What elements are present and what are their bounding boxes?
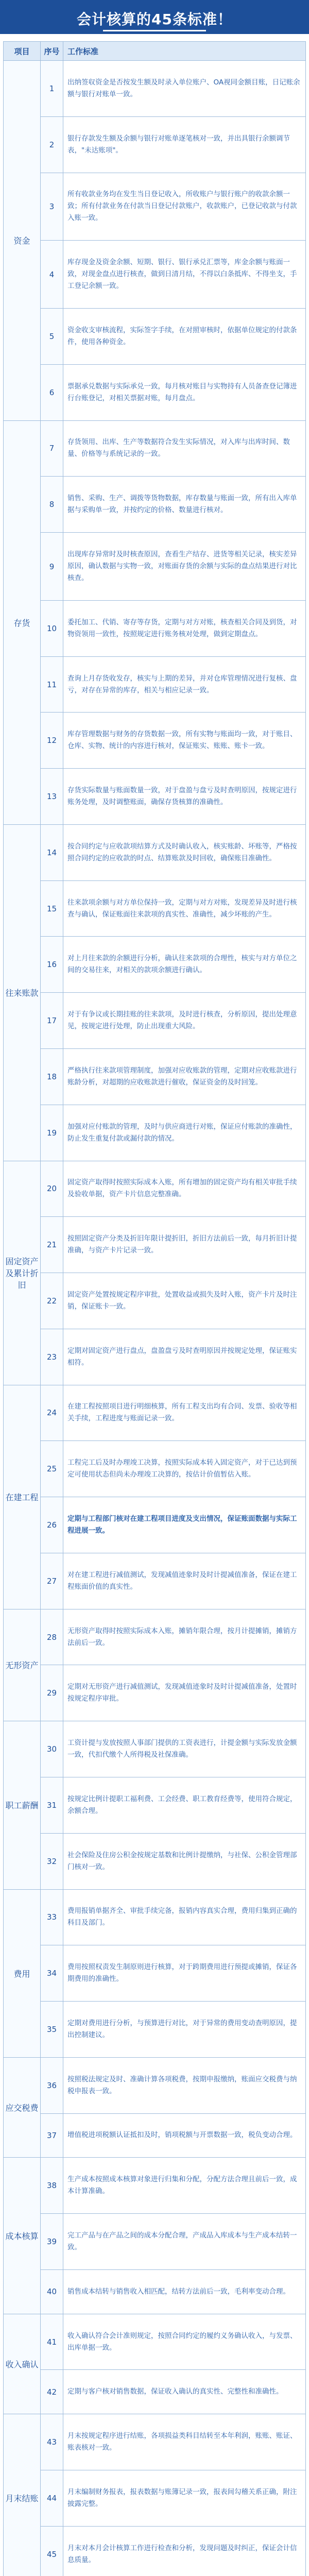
standard-cell: 无形资产取得时按照实际成本入账，摊销年限合理，按月计提摊销，摊销方法前后一致。 [63, 1609, 306, 1665]
table-row [4, 420, 306, 477]
seq-cell: 7 [41, 420, 63, 477]
category-cell: 往来账款 [4, 824, 41, 1161]
standard-cell: 对上月往来款的余额进行分析，确认往来款项的合理性，核实与对方单位之间的交易往来，对相关的款项余额进行确认。 [63, 937, 306, 993]
table-row [4, 1217, 306, 1273]
seq-cell: 25 [41, 1441, 63, 1497]
table-row [4, 2057, 306, 2113]
seq-cell: 1 [41, 61, 63, 117]
seq-cell: 8 [41, 477, 63, 533]
table-row [4, 61, 306, 117]
seq-cell: 42 [41, 2370, 63, 2414]
seq-cell: 19 [41, 1105, 63, 1161]
standard-cell: 收入确认符合会计准则规定，按照合同约定的履约义务确认收入，与发票、出库单据一致。 [63, 2314, 306, 2370]
standard-cell: 按合同约定与应收款项结算方式及时确认收入，核实账龄、坏账等，严格按照合同约定的应收款的时点、结算账款及时回收，确保账目准确性。 [63, 824, 306, 880]
table-row [4, 993, 306, 1049]
standard-cell: 存货领用、出库、生产等数据符合发生实际情况，对入库与出库时间、数量、价格等与系统记录的一致。 [63, 420, 306, 477]
category-cell: 费用 [4, 1889, 41, 2057]
seq-cell: 32 [41, 1833, 63, 1889]
table-row [4, 1889, 306, 1945]
seq-cell: 11 [41, 656, 63, 713]
seq-cell: 15 [41, 880, 63, 937]
category-cell: 资金 [4, 61, 41, 421]
seq-cell: 6 [41, 364, 63, 420]
seq-cell: 12 [41, 713, 63, 769]
standard-cell: 查询上月存货收发存，核实与上期的差异，并对仓库管理情况进行复核、盘亏，对存在异常的库存，相关与相应记录一致。 [63, 656, 306, 713]
standard-cell: 生产成本按照成本核算对象进行归集和分配，分配方法合理且前后一致，成本计算准确。 [63, 2158, 306, 2214]
standard-cell: 月末对本月会计核算工作进行检查和分析，发现问题及时纠正，保证会计信息质量。 [63, 2526, 306, 2576]
table-row [4, 2370, 306, 2414]
category-cell: 成本核算 [4, 2158, 41, 2314]
seq-cell: 24 [41, 1385, 63, 1441]
standard-cell: 工程完工后及时办理竣工决算，按照实际成本转入固定资产，对于已达到预定可使用状态但尚未办理竣工决算的，按估计价值暂估入账。 [63, 1441, 306, 1497]
standard-cell: 定期对无形资产进行减值测试，发现减值迹象时及时计提减值准备，处置时按规定程序审批。 [63, 1665, 306, 1721]
standard-cell: 往来款项余额与对方单位保持一致，定期与对方对账，发现差异及时进行核查与确认，保证账面往来款项的真实性、准确性，减少坏账的产生。 [63, 880, 306, 937]
seq-cell: 37 [41, 2113, 63, 2158]
standard-cell: 完工产品与在产品之间的成本分配合理，产成品入库成本与生产成本结转一致。 [63, 2214, 306, 2270]
standard-cell: 委托加工、代销、寄存等存货，定期与对方对账，核查相关合同及到货，对物资领用一致性，按照规定进行账务核对处理，做到定期盘点。 [63, 600, 306, 656]
standard-cell: 在建工程按照项目进行明细核算，所有工程支出均有合同、发票、验收等相关手续，工程进度与账面记录一致。 [63, 1385, 306, 1441]
table-row [4, 2158, 306, 2214]
standard-cell: 定期与客户核对销售数据，保证收入确认的真实性、完整性和准确性。 [63, 2370, 306, 2414]
seq-cell: 5 [41, 309, 63, 365]
table-body [4, 61, 306, 2576]
seq-cell: 36 [41, 2057, 63, 2113]
seq-cell: 17 [41, 993, 63, 1049]
standards-table [3, 41, 306, 2576]
category-cell: 应交税费 [4, 2057, 41, 2158]
standard-cell: 出纳签収资金是否按发生额及时录入单位账户、OA视同金额目账，日记账余额与银行对账单一致。 [63, 61, 306, 117]
standard-cell: 按照固定资产分类及折旧年限计提折旧，折旧方法前后一致，每月折旧计提准确，与资产卡片记录一致。 [63, 1217, 306, 1273]
seq-cell: 30 [41, 1721, 63, 1777]
standard-cell: 按照税法规定及时、准确计算各项税费，按期申报缴纳，账面应交税费与纳税申报表一致。 [63, 2057, 306, 2113]
table-row [4, 1329, 306, 1385]
seq-cell: 45 [41, 2526, 63, 2576]
table-row [4, 2314, 306, 2370]
table-row [4, 713, 306, 769]
seq-cell: 16 [41, 937, 63, 993]
seq-cell: 31 [41, 1777, 63, 1833]
standard-cell: 定期与工程部门核对在建工程项目进度及支出情况，保证账面数据与实际工程进展一致。 [63, 1497, 306, 1553]
seq-cell: 43 [41, 2414, 63, 2470]
standard-cell: 银行存款发生额及余额与银行对账单逐笔核对一致，并出具银行余额调节表，"未达账项"。 [63, 116, 306, 173]
table-row [4, 309, 306, 365]
header-standard: 工作标准 [63, 42, 306, 61]
seq-cell: 20 [41, 1161, 63, 1217]
table-header-row [4, 42, 306, 61]
category-cell: 收入确认 [4, 2314, 41, 2414]
standard-cell: 按规定比例计提职工福利费、工会经费、职工教育经费等，使用符合规定，余额合理。 [63, 1777, 306, 1833]
seq-cell: 9 [41, 533, 63, 601]
table-row [4, 241, 306, 309]
standard-cell: 固定资产处置按规定程序审批，处置收益或损失及时入账，资产卡片及时注销，保证账卡一致。 [63, 1273, 306, 1329]
standard-cell: 社会保险及住房公积金按规定基数和比例计提缴纳，与社保、公积金管理部门核对一致。 [63, 1833, 306, 1889]
standard-cell: 销售、采购、生产、调拨等货物数据，库存数量与账面一致，所有出入库单据与采购单一致，并按约定的价格、数量进行核对。 [63, 477, 306, 533]
table-row [4, 2414, 306, 2470]
seq-cell: 44 [41, 2470, 63, 2526]
seq-cell: 21 [41, 1217, 63, 1273]
seq-cell: 27 [41, 1553, 63, 1609]
table-row [4, 173, 306, 241]
table-row [4, 1833, 306, 1889]
seq-cell: 10 [41, 600, 63, 656]
seq-cell: 28 [41, 1609, 63, 1665]
seq-cell: 26 [41, 1497, 63, 1553]
seq-cell: 3 [41, 173, 63, 241]
table-row [4, 1105, 306, 1161]
table-row [4, 1497, 306, 1553]
seq-cell: 38 [41, 2158, 63, 2214]
standard-cell: 增值税进项税额认证抵扣及时，销项税额与开票数据一致，税负变动合理。 [63, 2113, 306, 2158]
standard-cell: 资金收支审核流程，实际签字手续，在对照审核时，依据单位规定的付款条件，使用各种资金。 [63, 309, 306, 365]
table-row [4, 2214, 306, 2270]
standard-cell: 月末编制财务报表，报表数据与账簿记录一致，报表间勾稽关系正确，附注披露完整。 [63, 2470, 306, 2526]
standard-cell: 加强对应付账款的管理，及时与供应商进行对账，保证应付账款的准确性，防止发生重复付款或漏付款的情况。 [63, 1105, 306, 1161]
table-row [4, 1385, 306, 1441]
seq-cell: 2 [41, 116, 63, 173]
standard-cell: 对于有争议或长期挂账的往来款项，及时进行核查，分析原因，提出处理意见，按规定进行处理，防止出现重大风险。 [63, 993, 306, 1049]
table-row [4, 600, 306, 656]
seq-cell: 22 [41, 1273, 63, 1329]
category-cell: 月末结账 [4, 2414, 41, 2576]
table-row [4, 937, 306, 993]
standard-cell: 固定资产取得时按照实际成本入账，所有增加的固定资产均有相关审批手续及验收单据，资产卡片信息完整准确。 [63, 1161, 306, 1217]
table-row [4, 1161, 306, 1217]
table-row [4, 1721, 306, 1777]
table-row [4, 656, 306, 713]
table-row [4, 1273, 306, 1329]
table-row [4, 1553, 306, 1609]
table-row [4, 2002, 306, 2058]
table-row [4, 2269, 306, 2314]
standard-cell: 工资计提与发放按照人事部门提供的工资表进行，计提金额与实际发放金额一致，代扣代缴个人所得税及社保准确。 [63, 1721, 306, 1777]
category-cell: 在建工程 [4, 1385, 41, 1609]
seq-cell: 18 [41, 1049, 63, 1105]
table-row [4, 116, 306, 173]
standard-cell: 定期对费用进行分析，与预算进行对比，对于异常的费用变动查明原因，提出控制建议。 [63, 2002, 306, 2058]
seq-cell: 29 [41, 1665, 63, 1721]
table-row [4, 2470, 306, 2526]
standard-cell: 费用报销单据齐全、审批手续完备，报销内容真实合理，费用归集到正确的科目及部门。 [63, 1889, 306, 1945]
standard-cell: 票据承兑数据与实际承兑一致，每月核对账目与实物持有人员备查登记簿进行台账登记，对相关票据对账，每月盘点。 [63, 364, 306, 420]
header-seq: 序号 [41, 42, 63, 61]
seq-cell: 33 [41, 1889, 63, 1945]
title-underline [103, 30, 206, 31]
table-row [4, 533, 306, 601]
table-row [4, 364, 306, 420]
seq-cell: 40 [41, 2269, 63, 2314]
standard-cell: 出现库存异常时及时核查原因，查看生产结存、进货等相关记录，核实差异原因，确认数据与实物一致，对账面存货的余额与实际的盘点结果进行对比核查。 [63, 533, 306, 601]
standard-cell: 销售成本结转与销售收入相匹配，结转方法前后一致，毛利率变动合理。 [63, 2269, 306, 2314]
seq-cell: 41 [41, 2314, 63, 2370]
header-project: 项目 [4, 42, 41, 61]
title-banner [0, 0, 309, 34]
seq-cell: 14 [41, 824, 63, 880]
seq-cell: 23 [41, 1329, 63, 1385]
category-cell: 职工薪酬 [4, 1721, 41, 1889]
seq-cell: 4 [41, 241, 63, 309]
table-row [4, 2526, 306, 2576]
seq-cell: 35 [41, 2002, 63, 2058]
table-row [4, 477, 306, 533]
category-cell: 固定资产及累计折旧 [4, 1161, 41, 1385]
table-row [4, 1665, 306, 1721]
standard-cell: 费用按照权责发生制原则进行核算，对于跨期费用进行预提或摊销，保证各期费用的准确性。 [63, 1945, 306, 2002]
table-row [4, 2113, 306, 2158]
standard-cell: 所有收款业务均在发生当日登记收入，所收账户与银行账户的收款余额一致；所有付款业务在付款当日登记付款账户，收款账户，已登记收款与付款入账一致。 [63, 173, 306, 241]
category-cell: 无形资产 [4, 1609, 41, 1721]
standard-cell: 库存现金及资金余额、短期、银行、银行承兑汇票等，库金余额与账面一致，对现金盘点进行核查，做到日清月结，不得以白条抵库、不得坐支，手工登记余额一致。 [63, 241, 306, 309]
standard-cell: 存货实际数量与账面数量一致，对于盘盈与盘亏及时查明原因，按规定进行账务处理，及时调整账面，确保存货核算的准确性。 [63, 769, 306, 825]
table-row [4, 1441, 306, 1497]
standard-cell: 对在建工程进行减值测试，发现减值迹象时及时计提减值准备，保证在建工程账面价值的真实性。 [63, 1553, 306, 1609]
table-row [4, 880, 306, 937]
standards-table-wrap [3, 41, 306, 2576]
category-cell: 存货 [4, 420, 41, 824]
page-title: 会计核算的45条标准！ [77, 11, 232, 28]
table-row [4, 1609, 306, 1665]
table-row [4, 769, 306, 825]
table-row [4, 1945, 306, 2002]
seq-cell: 13 [41, 769, 63, 825]
standard-cell: 月末按规定程序进行结账，各项损益类科目结转至本年利润，账账、账证、账表核对一致。 [63, 2414, 306, 2470]
table-row [4, 824, 306, 880]
standard-cell: 严格执行往来款项管理制度，加强对应收账款的管理，定期对应收账款进行账龄分析，对超期的应收账款进行催收，保证资金的及时回笼。 [63, 1049, 306, 1105]
table-row [4, 1049, 306, 1105]
standard-cell: 库存管理数据与财务的存货数据一致，所有实物与账面均一致，对于账目、仓库、实物、统计的内容进行核对，保证账实、账账、账卡一致。 [63, 713, 306, 769]
table-row [4, 1777, 306, 1833]
standard-cell: 定期对固定资产进行盘点，盘盈盘亏及时查明原因并按规定处理，保证账实相符。 [63, 1329, 306, 1385]
seq-cell: 39 [41, 2214, 63, 2270]
seq-cell: 34 [41, 1945, 63, 2002]
